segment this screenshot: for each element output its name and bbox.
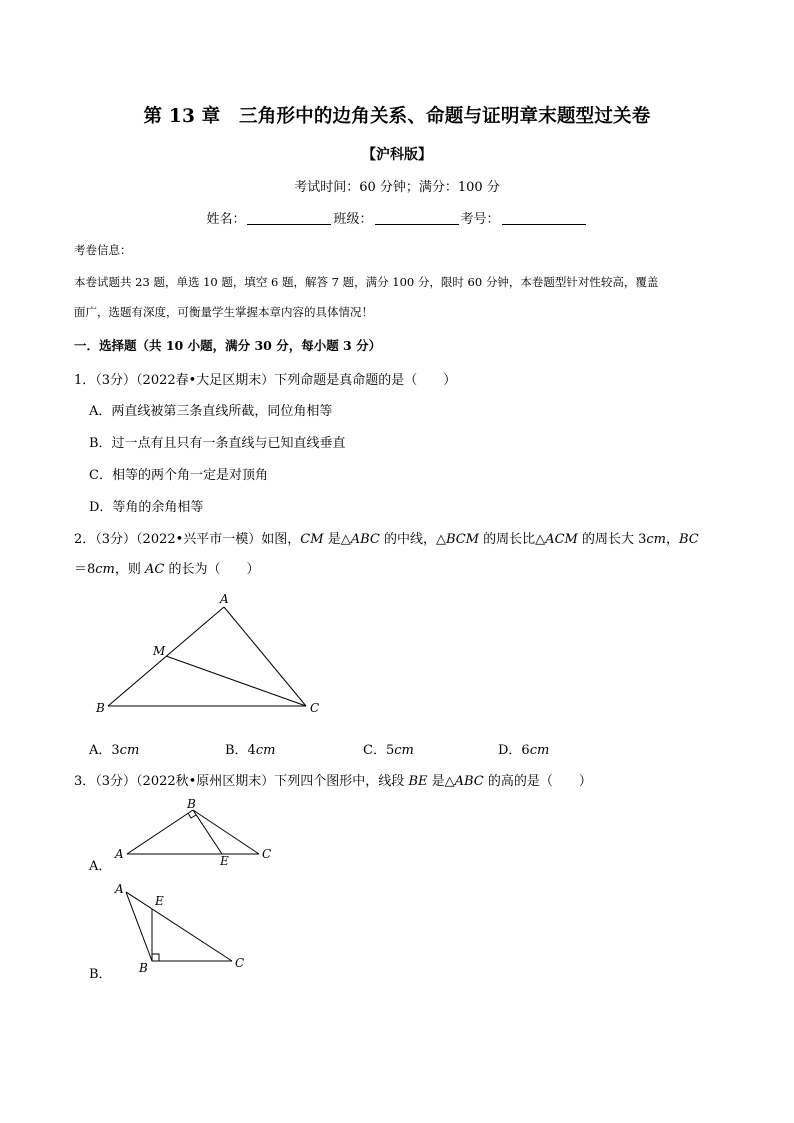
- fig-a-label-e: E: [220, 854, 229, 868]
- question-2-stem-line-1: 2．（3分）（2022•兴平市一模）如图，CM 是△ABC 的中线，△BCM 的周长比△ACM 的周长大 3cm，BC: [74, 532, 699, 547]
- question-2-option-c[interactable]: C．5cm: [363, 743, 414, 758]
- info-heading: 考卷信息：: [74, 243, 132, 257]
- question-1-option-a[interactable]: A．两直线被第三条直线所截，同位角相等: [89, 404, 333, 419]
- question-3-option-b-label[interactable]: B．: [89, 967, 112, 982]
- question-1-option-c[interactable]: C．相等的两个角一定是对顶角: [89, 468, 268, 483]
- question-2-stem-line-2: ＝8cm，则 AC 的长为（ ）: [74, 562, 260, 577]
- question-3-figure-a: [127, 810, 259, 854]
- number-label: 考号：: [460, 212, 500, 227]
- fig-b-label-a: A: [115, 882, 124, 896]
- question-3-figure-b: [126, 892, 232, 961]
- edition-label: 【沪科版】: [362, 147, 432, 163]
- question-1-stem: 1．（3分）（2022春•大足区期末）下列命题是真命题的是（ ）: [74, 373, 457, 388]
- fig-b-label-e: E: [155, 894, 164, 908]
- triangle-abc-median-figure: [108, 607, 306, 706]
- page-title: 第 13 章 三角形中的边角关系、命题与证明章末题型过关卷: [143, 106, 651, 127]
- fig-a-label-b: B: [187, 797, 196, 811]
- question-1-option-d[interactable]: D．等角的余角相等: [89, 500, 204, 515]
- info-line-1: 本卷试题共 23 题，单选 10 题，填空 6 题，解答 7 题，满分 100 分，限时 60 分钟，本卷题型针对性较高，覆盖: [74, 275, 659, 289]
- vertex-a-label: A: [220, 592, 229, 606]
- question-3-option-a-label[interactable]: A．: [89, 859, 112, 874]
- point-m-label: M: [153, 644, 166, 658]
- fig-a-label-c: C: [262, 847, 272, 861]
- section-heading: 一．选择题（共 10 小题，满分 30 分，每小题 3 分）: [74, 338, 382, 353]
- info-line-2: 面广，选题有深度，可衡量学生掌握本章内容的具体情况！: [74, 305, 373, 319]
- name-label: 姓名：: [206, 212, 246, 227]
- question-1-option-b[interactable]: B．过一点有且只有一条直线与已知直线垂直: [89, 436, 346, 451]
- fig-b-label-c: C: [235, 956, 245, 970]
- question-2-option-a[interactable]: A．3cm: [89, 743, 140, 758]
- question-3-stem: 3．（3分）（2022秋•原州区期末）下列四个图形中，线段 BE 是△ABC 的高的是（ ）: [74, 774, 592, 789]
- class-label: 班级：: [333, 212, 373, 227]
- question-2-option-d[interactable]: D．6cm: [498, 743, 550, 758]
- vertex-c-label: C: [310, 701, 320, 715]
- fig-b-label-b: B: [139, 961, 148, 975]
- fig-a-label-a: A: [115, 847, 124, 861]
- question-2-option-b[interactable]: B．4cm: [225, 743, 276, 758]
- exam-info: 考试时间：60 分钟；满分：100 分: [294, 180, 500, 195]
- vertex-b-label: B: [96, 701, 105, 715]
